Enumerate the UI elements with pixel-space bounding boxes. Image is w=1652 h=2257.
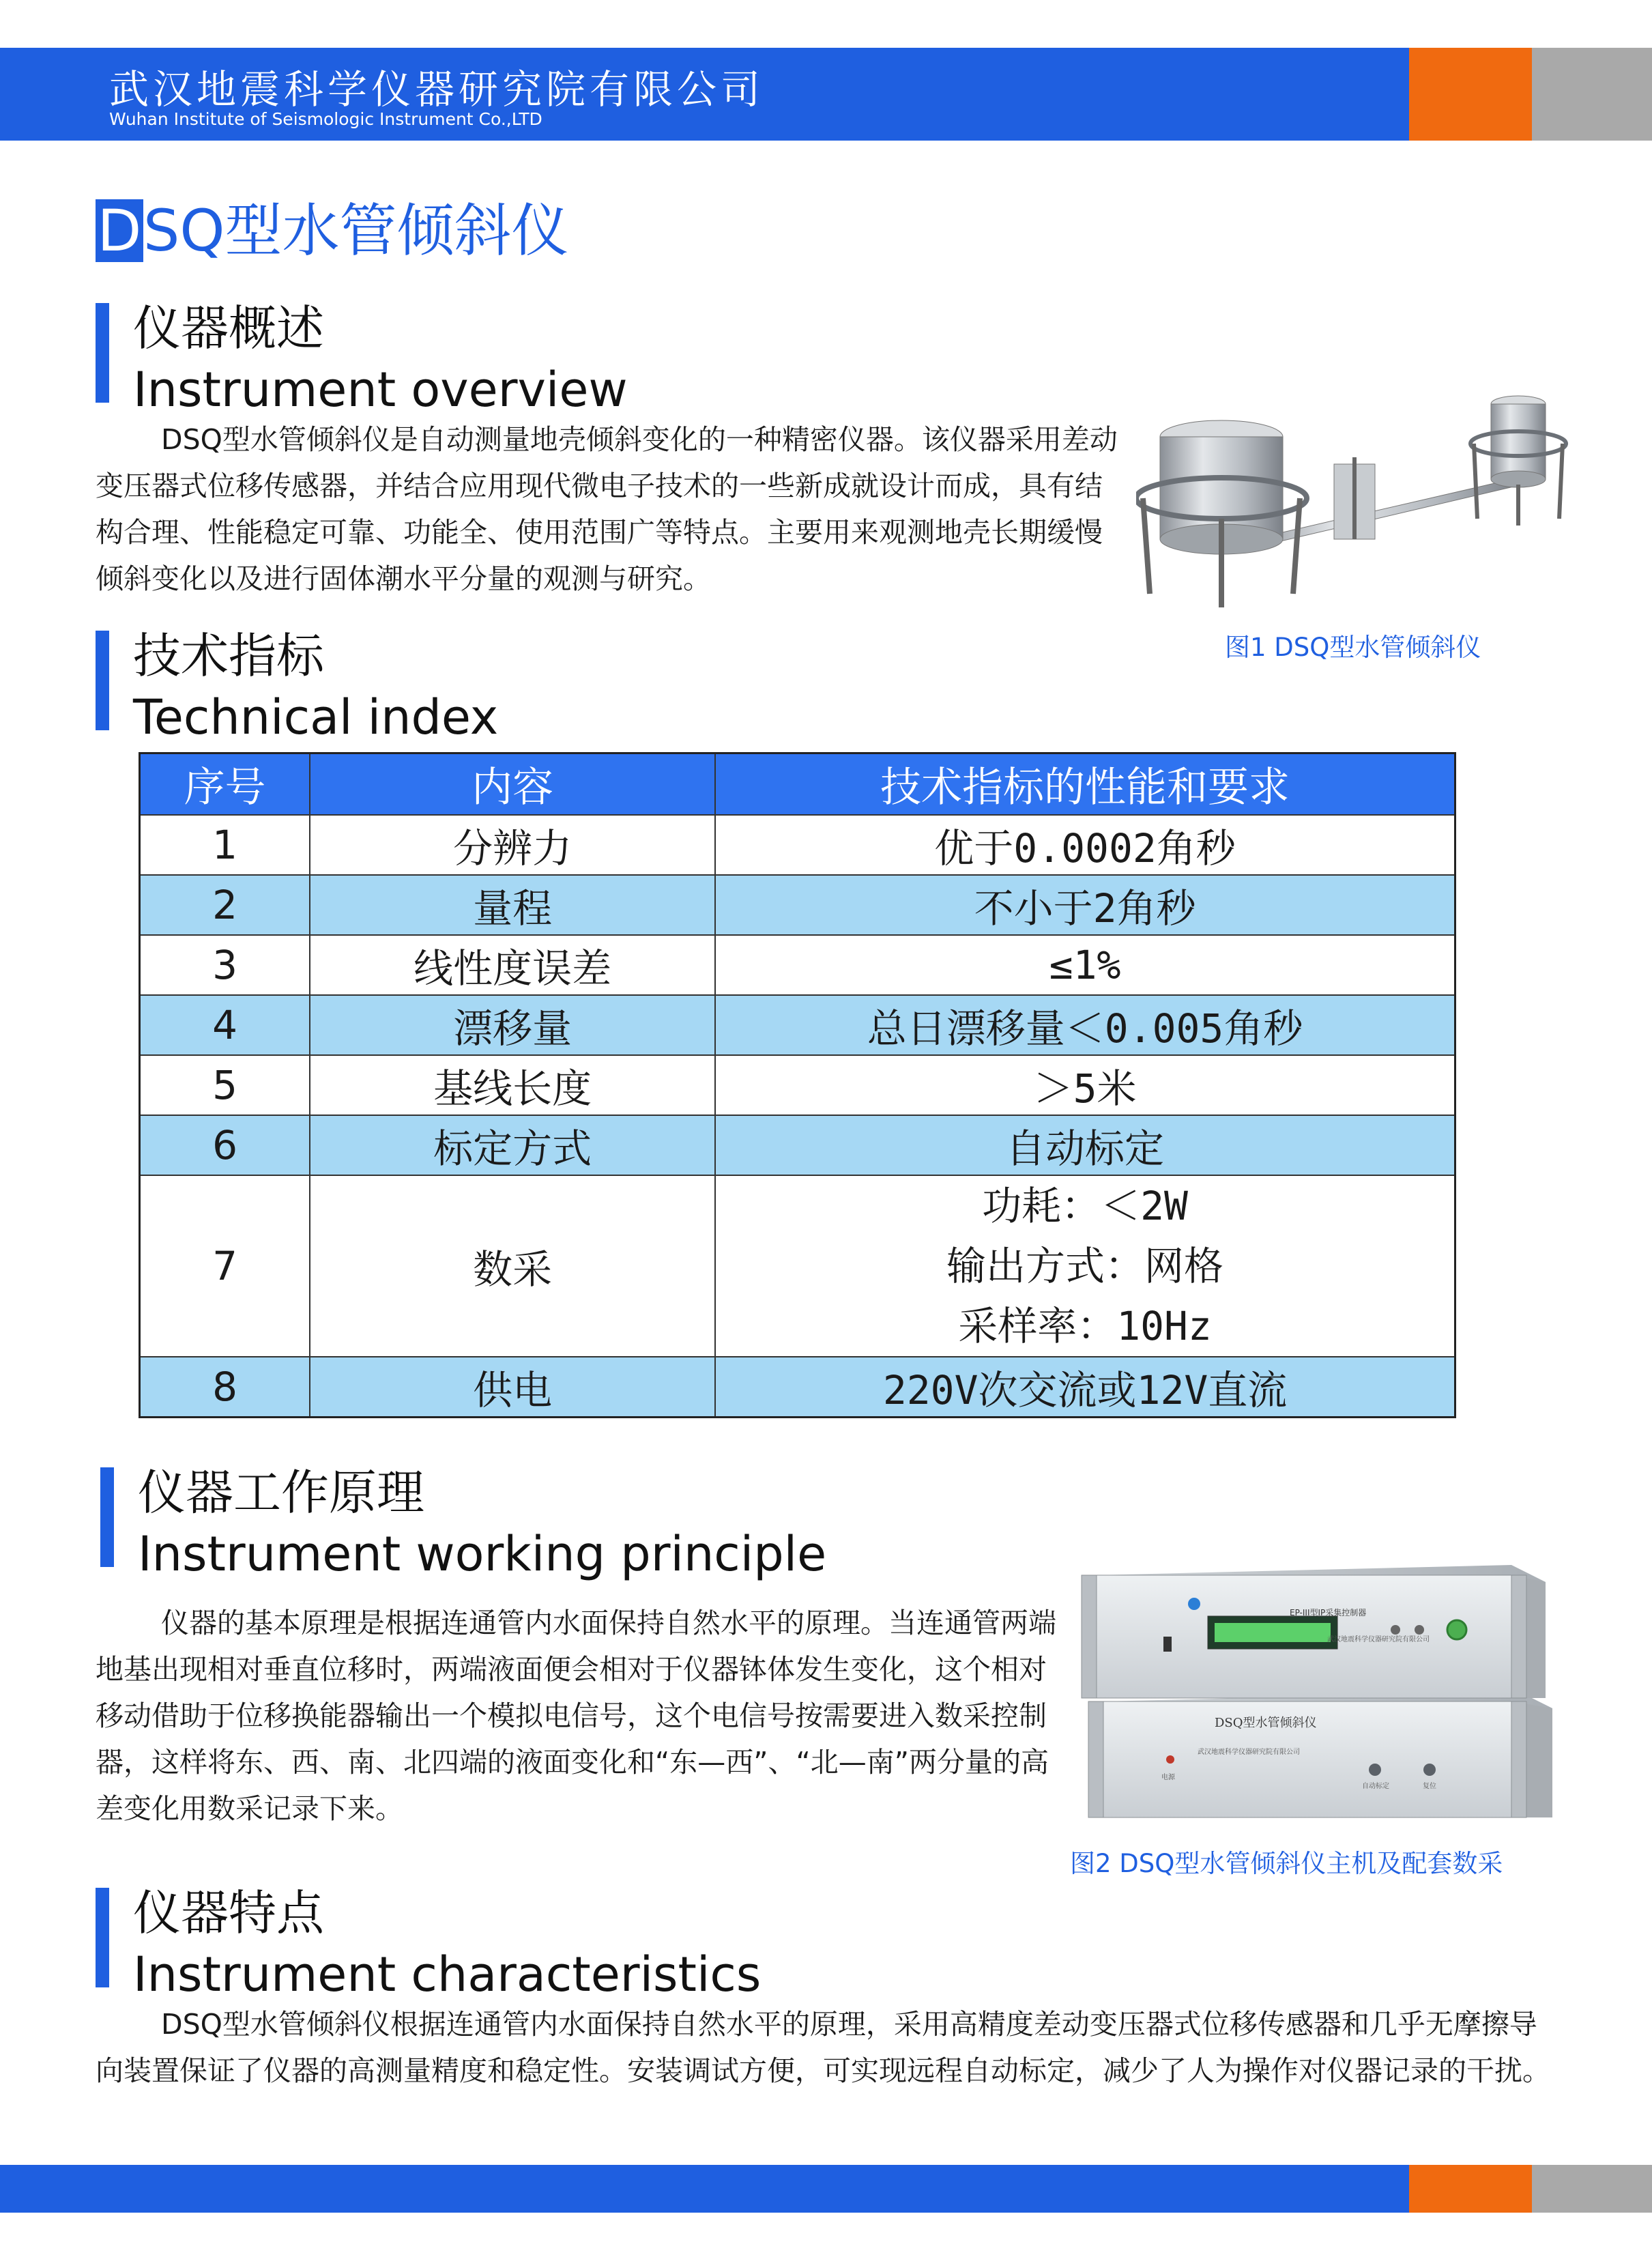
row-number: 7: [140, 1175, 310, 1357]
table-row: [140, 815, 1455, 875]
column-header-item: 内容: [310, 753, 715, 816]
row-item: 数采: [310, 1175, 715, 1357]
row-item: 分辨力: [310, 815, 715, 875]
technical-index-table: [139, 752, 1456, 1418]
row-item: 供电: [310, 1357, 715, 1418]
company-name-cn: 武汉地震科学仪器研究院有限公司: [109, 66, 765, 113]
row-number: 6: [140, 1115, 310, 1175]
row-spec: 优于0.0002角秒: [715, 815, 1455, 875]
row-item: 漂移量: [310, 995, 715, 1055]
row-number: 8: [140, 1357, 310, 1418]
overview-paragraph: DSQ型水管倾斜仪是自动测量地壳倾斜变化的一种精密仪器。该仪器采用差动变压器式位移传感器，并结合应用现代微电子技术的一些新成就设计而成，具有结构合理、性能稳定可靠、功能全、使用范围广等特点。主要用来观测地壳长期缓慢倾斜变化以及进行固体潮水平分量的观测与研究。: [96, 423, 1118, 595]
row-item: 线性度误差: [310, 935, 715, 995]
section-bar: [96, 1888, 109, 1987]
table-row: [140, 935, 1455, 995]
row-number: 2: [140, 875, 310, 935]
section-title-en: Technical index: [133, 689, 499, 745]
features-paragraph: DSQ型水管倾斜仪根据连通管内水面保持自然水平的原理，采用高精度差动变压器式位移传感器和几乎无摩擦导向装置保证了仪器的高测量精度和稳定性。安装调试方便，可实现远程自动标定，减少了人为操作对仪器记录的干扰。: [96, 2008, 1550, 2087]
footer-accent-orange: [1409, 2165, 1532, 2213]
row-item: 基线长度: [310, 1055, 715, 1115]
device-top-label: EP-III型IP采集控制器: [1290, 1608, 1367, 1618]
row-spec: 220V次交流或12V直流: [715, 1357, 1455, 1418]
row-number: 5: [140, 1055, 310, 1115]
column-header-no: 序号: [140, 753, 310, 816]
section-title-cn: 仪器工作原理: [138, 1465, 424, 1521]
host-and-daq-figure: [1075, 1562, 1566, 1828]
company-name-en: Wuhan Institute of Seismologic Instrument Co.,LTD: [109, 109, 542, 129]
row-spec: 不小于2角秒: [715, 875, 1455, 935]
row-spec: [715, 1175, 1455, 1357]
page-title: SQ型水管倾斜仪: [143, 197, 569, 264]
section-bar: [96, 303, 109, 403]
figure-1-caption: 图1 DSQ型水管倾斜仪: [1225, 633, 1481, 662]
row-spec-line: 采样率：10Hz: [958, 1303, 1212, 1349]
figure-2-caption: 图2 DSQ型水管倾斜仪主机及配套数采: [1070, 1849, 1503, 1878]
tiltmeter-figure: [1136, 389, 1573, 614]
table-row: [140, 1055, 1455, 1115]
row-spec: ＞5米: [715, 1055, 1455, 1115]
table-row: [140, 1357, 1455, 1418]
section-title-cn: 技术指标: [133, 628, 324, 684]
section-title-en: Instrument working principle: [138, 1526, 827, 1582]
section-bar: [96, 631, 109, 730]
section-title-en: Instrument overview: [133, 362, 628, 418]
table-row: [140, 1175, 1455, 1357]
device-calibrate-label: 自动标定: [1362, 1783, 1389, 1790]
row-spec: 总日漂移量＜0.005角秒: [715, 995, 1455, 1055]
device-bottom-maker: 武汉地震科学仪器研究院有限公司: [1198, 1749, 1300, 1756]
row-number: 3: [140, 935, 310, 995]
row-spec-line: 功耗：＜2W: [982, 1183, 1188, 1229]
device-top-maker: 武汉地震科学仪器研究院有限公司: [1327, 1636, 1430, 1643]
page-title-initial: D: [97, 197, 142, 264]
table-row: [140, 875, 1455, 935]
table-header-row: [140, 753, 1455, 816]
header-accent-gray: [1532, 48, 1652, 141]
section-title-en: Instrument characteristics: [133, 1946, 762, 2002]
device-power-label: 电源: [1161, 1774, 1175, 1781]
row-number: 4: [140, 995, 310, 1055]
table-row: [140, 1115, 1455, 1175]
row-item: 标定方式: [310, 1115, 715, 1175]
row-spec: ≤1%: [715, 935, 1455, 995]
row-spec: 自动标定: [715, 1115, 1455, 1175]
device-bottom-label: DSQ型水管倾斜仪: [1215, 1716, 1317, 1730]
row-number: 1: [140, 815, 310, 875]
principle-paragraph: 仪器的基本原理是根据连通管内水面保持自然水平的原理。当连通管两端地基出现相对垂直位移时，两端液面便会相对于仪器钵体发生变化，这个相对移动借助于位移换能器输出一个模拟电信号，这个电信号按需要进入数采控制器，这样将东、西、南、北四端的液面变化和“东—西”、“北—南”两分量的高差变化用数采记录下来。: [96, 1607, 1056, 1825]
row-item: 量程: [310, 875, 715, 935]
section-bar: [100, 1467, 114, 1567]
footer-accent-gray: [1532, 2165, 1652, 2213]
row-spec-line: 输出方式：网格: [946, 1243, 1224, 1289]
header-accent-orange: [1409, 48, 1532, 141]
section-title-cn: 仪器概述: [133, 300, 324, 356]
table-row: [140, 995, 1455, 1055]
section-title-cn: 仪器特点: [133, 1885, 324, 1941]
column-header-spec: 技术指标的性能和要求: [715, 753, 1455, 816]
footer-band: [0, 2165, 1409, 2213]
device-reset-label: 复位: [1423, 1783, 1436, 1790]
